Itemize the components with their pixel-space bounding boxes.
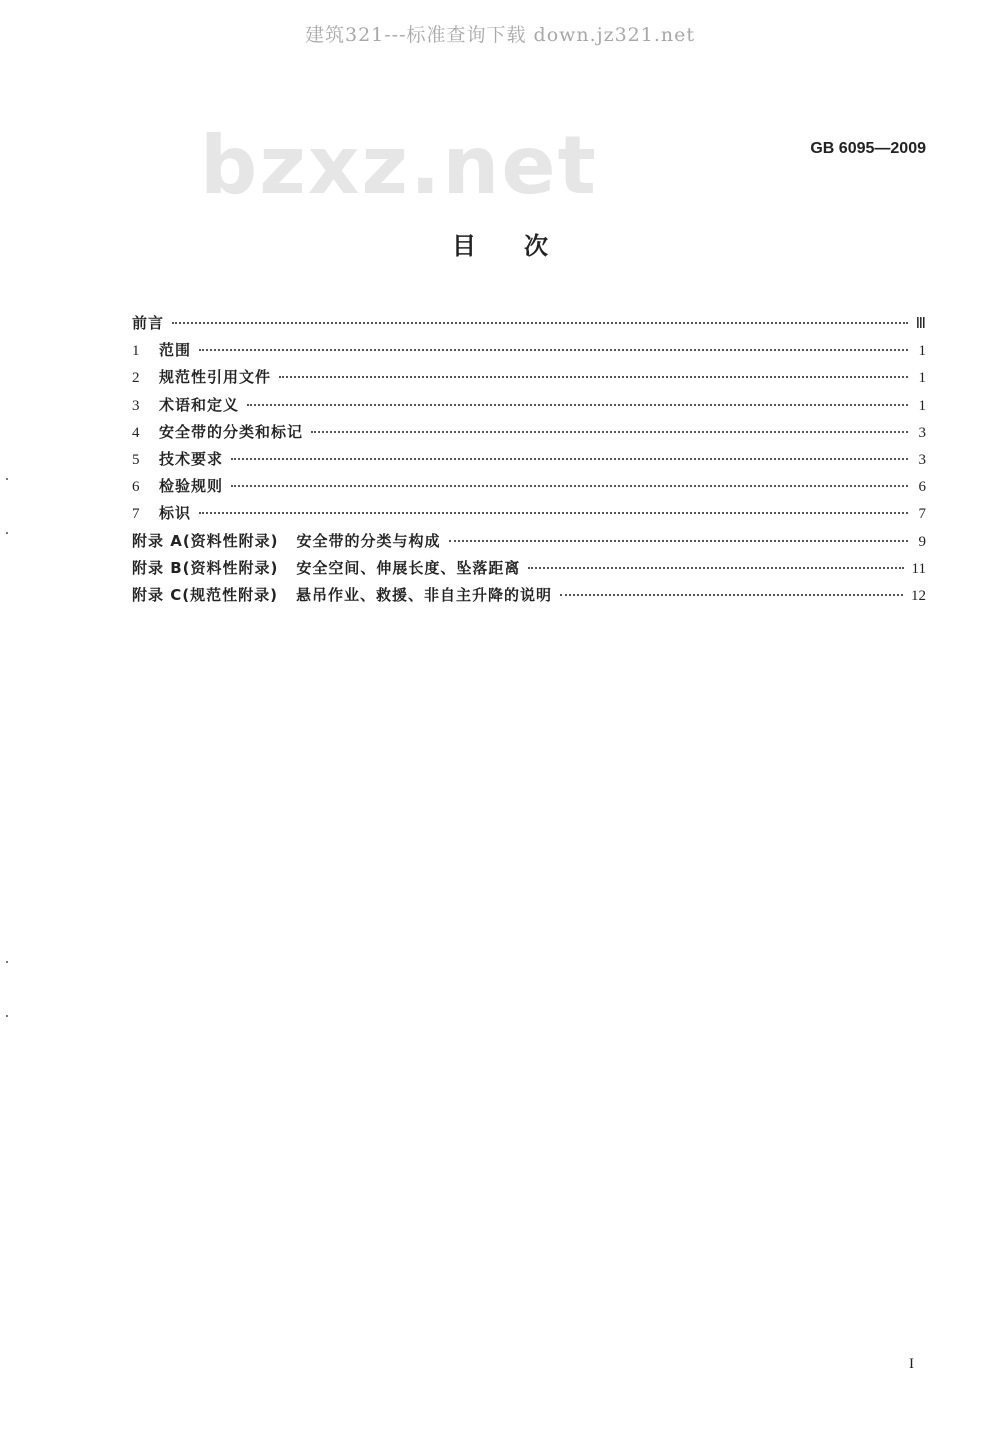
dot-leader bbox=[311, 431, 908, 433]
toc-entry-description: 悬吊作业、救援、非自主升降的说明 bbox=[295, 585, 552, 604]
toc-entry-label: 附录 C(规范性附录) bbox=[132, 585, 278, 604]
toc-entry-number: 7 bbox=[132, 506, 140, 523]
toc-entry-label: 安全带的分类和标记 bbox=[159, 422, 304, 441]
toc-entry-description: 安全带的分类与构成 bbox=[296, 531, 441, 550]
toc-entry-label: 附录 B(资料性附录) bbox=[132, 558, 279, 577]
toc-entry-label: 前言 bbox=[132, 314, 165, 332]
toc-entry-page: 3 bbox=[918, 451, 926, 468]
toc-entry-appendix-b[interactable] bbox=[132, 557, 926, 584]
table-of-contents bbox=[132, 312, 926, 611]
dot-leader bbox=[449, 540, 908, 542]
scan-artifact bbox=[6, 532, 8, 534]
toc-entry-page: 12 bbox=[911, 587, 926, 604]
toc-entry-label: 规范性引用文件 bbox=[159, 368, 272, 387]
toc-entry-2[interactable] bbox=[132, 366, 926, 393]
toc-entry-number: 4 bbox=[132, 424, 140, 441]
toc-entry-description: 安全空间、伸展长度、坠落距离 bbox=[296, 558, 521, 577]
dot-leader bbox=[528, 567, 903, 569]
dot-leader bbox=[560, 594, 903, 596]
toc-entry-label: 术语和定义 bbox=[159, 395, 240, 414]
toc-entry-page: 1 bbox=[918, 370, 926, 387]
dot-leader bbox=[172, 322, 908, 324]
dot-leader bbox=[231, 485, 908, 487]
scan-artifact bbox=[6, 961, 8, 963]
toc-entry-5[interactable] bbox=[132, 448, 926, 475]
toc-entry-number: 2 bbox=[132, 370, 140, 387]
toc-entry-appendix-a[interactable] bbox=[132, 530, 926, 557]
toc-entry-label: 附录 A(资料性附录) bbox=[132, 531, 279, 550]
toc-entry-number: 1 bbox=[132, 343, 140, 360]
dot-leader bbox=[231, 458, 908, 460]
toc-entry-6[interactable] bbox=[132, 475, 926, 502]
toc-entry-page: 3 bbox=[918, 424, 926, 441]
toc-entry-number: 3 bbox=[132, 397, 140, 414]
download-banner: 建筑321---标准查询下载 down.jz321.net bbox=[304, 24, 696, 46]
toc-entry-page: Ⅲ bbox=[915, 316, 926, 332]
toc-entry-number: 5 bbox=[132, 451, 140, 468]
dot-leader bbox=[247, 404, 908, 406]
watermark-logo: bzxz.net bbox=[200, 119, 598, 212]
toc-entry-appendix-c[interactable] bbox=[132, 584, 926, 611]
toc-entry-label: 范围 bbox=[159, 341, 192, 360]
toc-entry-page: 7 bbox=[918, 506, 926, 523]
toc-entry-page: 11 bbox=[911, 560, 926, 577]
toc-entry-page: 9 bbox=[918, 533, 926, 550]
toc-entry-page: 1 bbox=[918, 397, 926, 414]
toc-entry-4[interactable] bbox=[132, 421, 926, 448]
toc-entry-label: 标识 bbox=[159, 504, 192, 523]
dot-leader bbox=[199, 512, 908, 514]
toc-entry-7[interactable] bbox=[132, 502, 926, 529]
toc-entry-page: 6 bbox=[918, 479, 926, 496]
page-number: I bbox=[909, 1356, 914, 1372]
dot-leader bbox=[199, 349, 908, 351]
standard-code: GB 6095—2009 bbox=[810, 140, 926, 157]
toc-entry-foreword[interactable] bbox=[132, 312, 926, 339]
toc-title: 目次 bbox=[452, 232, 596, 260]
toc-entry-3[interactable] bbox=[132, 394, 926, 421]
scan-artifact bbox=[6, 478, 8, 480]
toc-entry-page: 1 bbox=[918, 343, 926, 360]
toc-entry-label: 检验规则 bbox=[159, 477, 224, 496]
dot-leader bbox=[279, 376, 908, 378]
toc-entry-label: 技术要求 bbox=[159, 449, 224, 468]
toc-entry-1[interactable] bbox=[132, 339, 926, 366]
toc-entry-number: 6 bbox=[132, 479, 140, 496]
scan-artifact bbox=[6, 1015, 8, 1017]
